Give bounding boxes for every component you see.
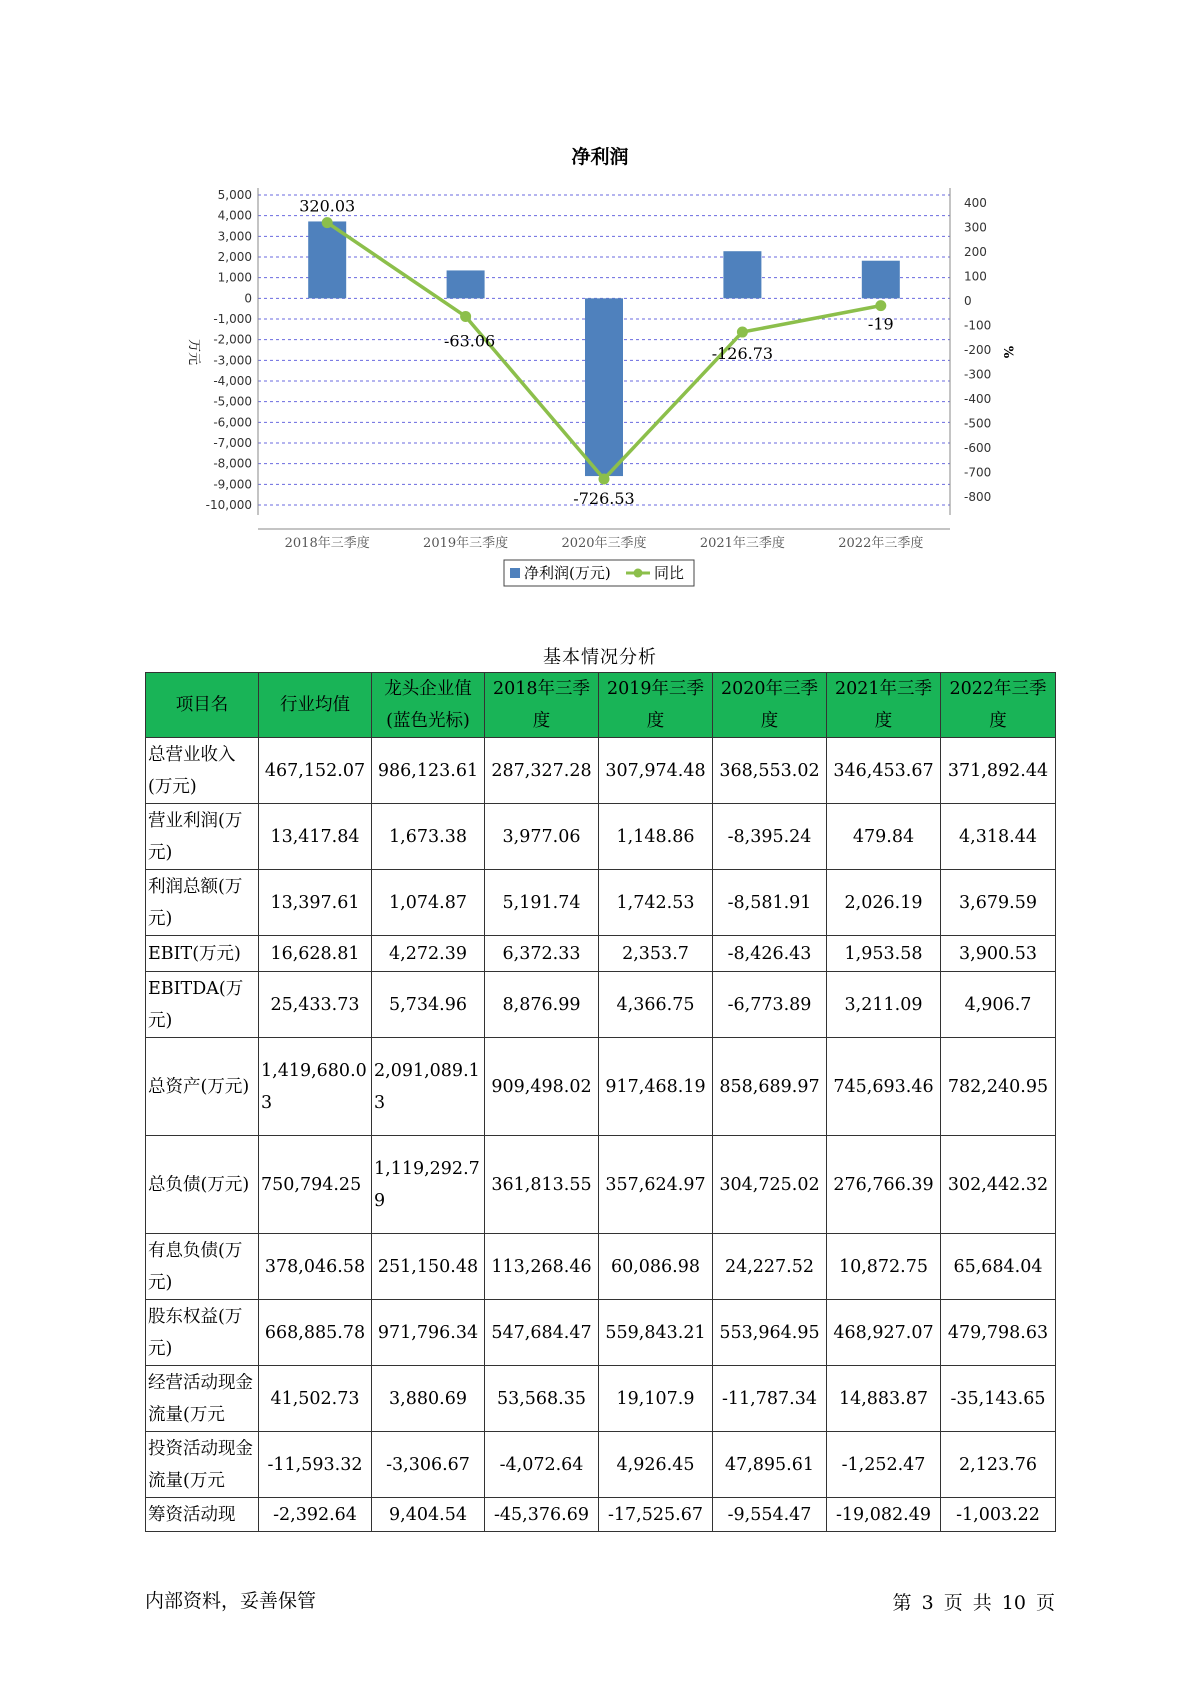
table-cell: 24,227.52 bbox=[713, 1234, 827, 1300]
table-row bbox=[146, 738, 1056, 804]
table-header-row bbox=[146, 673, 1056, 738]
table-cell: -45,376.69 bbox=[485, 1498, 599, 1532]
table-cell: 14,883.87 bbox=[827, 1366, 941, 1432]
table-cell: 750,794.25 bbox=[259, 1136, 372, 1234]
y2-tick-label: -400 bbox=[964, 392, 992, 406]
y-tick-label: -1,000 bbox=[213, 312, 252, 326]
table-cell: 19,107.9 bbox=[599, 1366, 713, 1432]
table-cell: 3,977.06 bbox=[485, 804, 599, 870]
basic-analysis-table bbox=[145, 672, 1056, 1532]
table-cell: 468,927.07 bbox=[827, 1300, 941, 1366]
legend-bar-swatch bbox=[510, 568, 520, 578]
table-cell: 559,843.21 bbox=[599, 1300, 713, 1366]
table-cell: 304,725.02 bbox=[713, 1136, 827, 1234]
table-cell: -11,787.34 bbox=[713, 1366, 827, 1432]
table-cell: -2,392.64 bbox=[259, 1498, 372, 1532]
table-cell: -8,395.24 bbox=[713, 804, 827, 870]
table-cell: 1,419,680.03 bbox=[259, 1038, 372, 1136]
table-cell: 346,453.67 bbox=[827, 738, 941, 804]
table-cell: -1,252.47 bbox=[827, 1432, 941, 1498]
header-cell: 2018年三季度 bbox=[485, 673, 599, 738]
table-cell: 1,742.53 bbox=[599, 870, 713, 936]
y2-tick-label: -700 bbox=[964, 465, 992, 480]
table-cell: 276,766.39 bbox=[827, 1136, 941, 1234]
table-cell: 13,397.61 bbox=[259, 870, 372, 936]
y-tick-label: -9,000 bbox=[213, 477, 252, 492]
table-cell: 3,211.09 bbox=[827, 972, 941, 1038]
table-row bbox=[146, 1234, 1056, 1300]
y-tick-label: -8,000 bbox=[213, 456, 252, 471]
table-cell: 361,813.55 bbox=[485, 1136, 599, 1234]
table-cell: 25,433.73 bbox=[259, 972, 372, 1038]
table-cell: 371,892.44 bbox=[941, 738, 1056, 804]
table-cell: -17,525.67 bbox=[599, 1498, 713, 1532]
table-cell: 917,468.19 bbox=[599, 1038, 713, 1136]
table-cell: 47,895.61 bbox=[713, 1432, 827, 1498]
x-tick-label: 2021年三季度 bbox=[699, 536, 785, 551]
row-label: 投资活动现金流量(万元 bbox=[146, 1432, 259, 1498]
table-cell: 4,318.44 bbox=[941, 804, 1056, 870]
table-cell: 302,442.32 bbox=[941, 1136, 1056, 1234]
x-tick-label: 2020年三季度 bbox=[561, 536, 647, 551]
table-cell: 986,123.61 bbox=[372, 738, 485, 804]
table-cell: 1,673.38 bbox=[372, 804, 485, 870]
row-label: 利润总额(万元) bbox=[146, 870, 259, 936]
y-tick-label: -5,000 bbox=[213, 394, 252, 409]
table-cell: -11,593.32 bbox=[259, 1432, 372, 1498]
header-cell: 2020年三季度 bbox=[713, 673, 827, 738]
row-label: 总负债(万元) bbox=[146, 1136, 259, 1234]
table-cell: 2,123.76 bbox=[941, 1432, 1056, 1498]
table-row bbox=[146, 1366, 1056, 1432]
table-cell: 858,689.97 bbox=[713, 1038, 827, 1136]
x-tick-label: 2022年三季度 bbox=[838, 536, 924, 551]
row-label: 营业利润(万元) bbox=[146, 804, 259, 870]
yoy-point bbox=[322, 217, 333, 228]
footer-page-number: 第 3 页 共 10 页 bbox=[892, 1592, 1055, 1614]
table-row bbox=[146, 870, 1056, 936]
table-cell: 1,074.87 bbox=[372, 870, 485, 936]
table-row bbox=[146, 1498, 1056, 1532]
table-cell: 16,628.81 bbox=[259, 936, 372, 972]
y-axis-title: 万元 bbox=[186, 338, 201, 366]
net-profit-bar bbox=[862, 261, 900, 299]
table-cell: 2,353.7 bbox=[599, 936, 713, 972]
table-cell: 368,553.02 bbox=[713, 738, 827, 804]
x-tick-label: 2018年三季度 bbox=[284, 536, 370, 551]
y-tick-label: 2,000 bbox=[217, 250, 252, 264]
table-row bbox=[146, 936, 1056, 972]
header-cell: 龙头企业值(蓝色光标) bbox=[372, 673, 485, 738]
table-cell: 3,679.59 bbox=[941, 870, 1056, 936]
y2-tick-label: 300 bbox=[964, 220, 987, 235]
y2-tick-label: -500 bbox=[964, 416, 992, 431]
table-cell: -1,003.22 bbox=[941, 1498, 1056, 1532]
row-label: 总营业收入(万元) bbox=[146, 738, 259, 804]
legend-line-label: 同比 bbox=[654, 564, 685, 582]
table-cell: 4,366.75 bbox=[599, 972, 713, 1038]
table-cell: 65,684.04 bbox=[941, 1234, 1056, 1300]
table-cell: -35,143.65 bbox=[941, 1366, 1056, 1432]
table-cell: 3,900.53 bbox=[941, 936, 1056, 972]
table-cell: 909,498.02 bbox=[485, 1038, 599, 1136]
table-cell: -8,426.43 bbox=[713, 936, 827, 972]
table-cell: 2,026.19 bbox=[827, 870, 941, 936]
header-cell: 2022年三季度 bbox=[941, 673, 1056, 738]
table-cell: 251,150.48 bbox=[372, 1234, 485, 1300]
table-cell: 745,693.46 bbox=[827, 1038, 941, 1136]
table-cell: 41,502.73 bbox=[259, 1366, 372, 1432]
table-row bbox=[146, 804, 1056, 870]
table-cell: 13,417.84 bbox=[259, 804, 372, 870]
y-tick-label: -2,000 bbox=[213, 332, 252, 347]
table-cell: 2,091,089.13 bbox=[372, 1038, 485, 1136]
header-cell: 行业均值 bbox=[259, 673, 372, 738]
table-cell: 479,798.63 bbox=[941, 1300, 1056, 1366]
header-cell: 2019年三季度 bbox=[599, 673, 713, 738]
yoy-data-label: -126.73 bbox=[711, 344, 774, 364]
table-cell: 971,796.34 bbox=[372, 1300, 485, 1366]
yoy-data-label: -19 bbox=[867, 314, 894, 334]
row-label: 股东权益(万元) bbox=[146, 1300, 259, 1366]
table-cell: 467,152.07 bbox=[259, 738, 372, 804]
table-cell: 8,876.99 bbox=[485, 972, 599, 1038]
table-cell: 4,906.7 bbox=[941, 972, 1056, 1038]
row-label: EBIT(万元) bbox=[146, 936, 259, 972]
table-cell: 113,268.46 bbox=[485, 1234, 599, 1300]
table-cell: 287,327.28 bbox=[485, 738, 599, 804]
header-cell: 项目名 bbox=[146, 673, 259, 738]
table-cell: 782,240.95 bbox=[941, 1038, 1056, 1136]
table-row bbox=[146, 1038, 1056, 1136]
header-cell: 2021年三季度 bbox=[827, 673, 941, 738]
table-cell: 6,372.33 bbox=[485, 936, 599, 972]
table-cell: 357,624.97 bbox=[599, 1136, 713, 1234]
yoy-point bbox=[875, 300, 886, 311]
table-cell: 1,119,292.79 bbox=[372, 1136, 485, 1234]
table-cell: -9,554.47 bbox=[713, 1498, 827, 1532]
y-tick-label: 4,000 bbox=[217, 208, 252, 223]
table-cell: 53,568.35 bbox=[485, 1366, 599, 1432]
y2-tick-label: 0 bbox=[964, 294, 972, 308]
y2-tick-label: 100 bbox=[964, 269, 987, 284]
table-cell: 553,964.95 bbox=[713, 1300, 827, 1366]
y2-tick-label: -100 bbox=[964, 318, 992, 333]
y2-tick-label: -200 bbox=[964, 343, 992, 357]
net-profit-bar bbox=[723, 251, 761, 298]
y-tick-label: 5,000 bbox=[217, 188, 252, 202]
y-tick-label: -3,000 bbox=[213, 353, 252, 368]
table-row bbox=[146, 1300, 1056, 1366]
table-cell: 547,684.47 bbox=[485, 1300, 599, 1366]
x-tick-label: 2019年三季度 bbox=[423, 536, 509, 551]
table-cell: -4,072.64 bbox=[485, 1432, 599, 1498]
table-cell: -6,773.89 bbox=[713, 972, 827, 1038]
table-cell: 60,086.98 bbox=[599, 1234, 713, 1300]
yoy-data-label: 320.03 bbox=[299, 196, 356, 216]
yoy-data-label: -63.06 bbox=[443, 331, 496, 351]
table-cell: 668,885.78 bbox=[259, 1300, 372, 1366]
table-cell: -8,581.91 bbox=[713, 870, 827, 936]
table-cell: -19,082.49 bbox=[827, 1498, 941, 1532]
table-cell: 307,974.48 bbox=[599, 738, 713, 804]
y2-tick-label: 400 bbox=[964, 196, 987, 210]
net-profit-bar bbox=[585, 298, 623, 476]
yoy-point bbox=[460, 311, 471, 322]
table-cell: 1,953.58 bbox=[827, 936, 941, 972]
table-cell: 1,148.86 bbox=[599, 804, 713, 870]
y2-tick-label: -300 bbox=[964, 367, 992, 382]
table-cell: 10,872.75 bbox=[827, 1234, 941, 1300]
yoy-data-label: -726.53 bbox=[573, 488, 635, 508]
table-cell: 4,926.45 bbox=[599, 1432, 713, 1498]
table-cell: 3,880.69 bbox=[372, 1366, 485, 1432]
row-label: 总资产(万元) bbox=[146, 1038, 259, 1136]
table-cell: 5,191.74 bbox=[485, 870, 599, 936]
net-profit-chart bbox=[0, 0, 1191, 600]
row-label: 有息负债(万元) bbox=[146, 1234, 259, 1300]
row-label: 筹资活动现 bbox=[146, 1498, 259, 1532]
yoy-point bbox=[737, 327, 748, 338]
y-tick-label: 0 bbox=[244, 291, 252, 306]
y2-tick-label: -600 bbox=[964, 441, 992, 455]
row-label: 经营活动现金流量(万元 bbox=[146, 1366, 259, 1432]
table-cell: 378,046.58 bbox=[259, 1234, 372, 1300]
row-label: EBITDA(万元) bbox=[146, 972, 259, 1038]
table-row bbox=[146, 1432, 1056, 1498]
y-tick-label: -10,000 bbox=[205, 498, 252, 512]
y2-tick-label: 200 bbox=[964, 245, 987, 259]
y2-axis-title: % bbox=[1000, 345, 1015, 359]
yoy-point bbox=[599, 473, 610, 484]
table-row bbox=[146, 972, 1056, 1038]
table-cell: -3,306.67 bbox=[372, 1432, 485, 1498]
table-caption: 基本情况分析 bbox=[543, 647, 657, 668]
table-body bbox=[146, 738, 1056, 1532]
table-cell: 9,404.54 bbox=[372, 1498, 485, 1532]
footer-confidential-note: 内部资料，妥善保管 bbox=[145, 1590, 317, 1612]
legend-bar-label: 净利润(万元) bbox=[524, 564, 611, 582]
legend-line-marker bbox=[634, 569, 643, 578]
y2-tick-label: -800 bbox=[964, 490, 992, 504]
table-cell: 4,272.39 bbox=[372, 936, 485, 972]
chart-title: 净利润 bbox=[571, 146, 629, 168]
table-cell: 479.84 bbox=[827, 804, 941, 870]
y-tick-label: -7,000 bbox=[213, 436, 252, 450]
y-tick-label: 1,000 bbox=[217, 270, 252, 285]
y-tick-label: -4,000 bbox=[213, 374, 252, 388]
y-tick-label: -6,000 bbox=[213, 415, 252, 430]
y-tick-label: 3,000 bbox=[217, 229, 252, 244]
table-row bbox=[146, 1136, 1056, 1234]
net-profit-bar bbox=[447, 270, 485, 298]
table-cell: 5,734.96 bbox=[372, 972, 485, 1038]
